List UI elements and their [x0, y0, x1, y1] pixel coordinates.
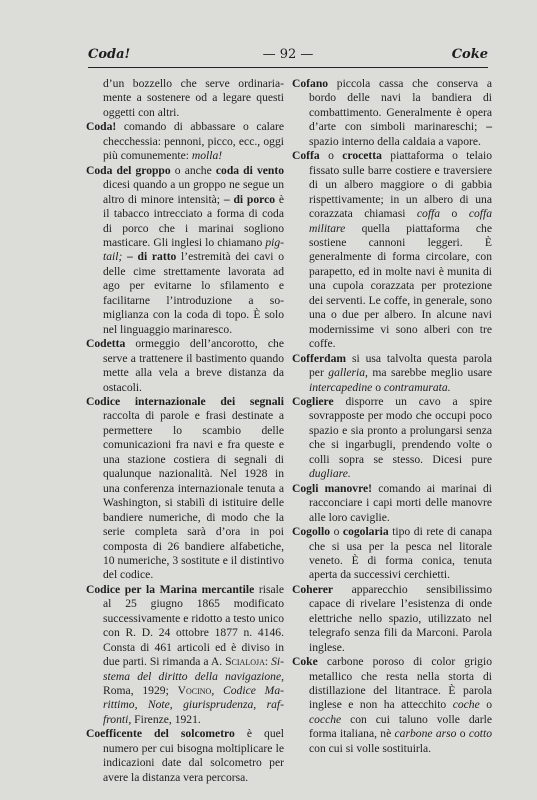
dictionary-entry [292, 395, 492, 482]
entry-text: con cui si volle sostituirla. [309, 741, 432, 755]
entry-text: quella piattaforma che sostiene cannoni leggeri. È generalmente di forma circolare, con parapetto, ed in molte navi è munita di una cupola corazzata per protezione dei serventi. Le coffe, in generale, sono una o due per albero. In alcune navi modernissime vi sono alberi con tre coffe. [309, 221, 492, 351]
entry-text: o [319, 149, 343, 163]
italic-text: pig-tail; [103, 235, 284, 264]
entry-text: o [372, 380, 384, 394]
entry-text: dicesi quando a un groppo ne segue un altro di minore intensità; [103, 178, 284, 206]
entry-text: : [264, 655, 272, 669]
entry-term: ‒ di ratto [127, 250, 177, 264]
dictionary-entry [86, 164, 284, 337]
entry-text: risale al 25 giugno 1865 modificato successivamente e ridotto a testo unico con R. D. 24 ottobre 1877 n. 4146. Consta di 461 articoli ed è diviso in due parti. Si rimanda a A. [103, 582, 284, 669]
entry-text: comando ai marinai di racconciare i capi morti delle manovre alle loro caviglie. [309, 481, 493, 524]
entry-text: ormeggio dell’ancorotto, che serve a trattenere il bastimento quando mette alla vela a breve distanza da ostacoli. [103, 337, 284, 394]
italic-text: molla! [191, 149, 223, 163]
header-rule [88, 67, 488, 68]
entry-text: o [440, 207, 469, 221]
entry-text: è il tabacco intrecciato a forma di coda di porco che i marinai sogliono masticare. Gli inglesi lo chiamano [103, 192, 285, 249]
entry-text: comando di abbassare o calare checchessia: pennoni, picco, ecc., oggi più comunemente: [103, 120, 284, 163]
entry-term: Coffa [292, 149, 320, 163]
entry-term: Codice internazionale dei segnali [86, 394, 284, 408]
entry-term: ‒ [486, 120, 492, 134]
entry-text: piattaforma o telaio fissato sulle barre costiere e traversiere di un albero maggiore o di gabbia rispettivamente; in un albero di una corazzata chiamasi [309, 149, 493, 221]
left-column [86, 77, 284, 785]
header-last-term: Coke [451, 47, 488, 62]
italic-text: Sistema del diritto della navigazione, [103, 655, 284, 683]
italic-text: intercapedine [309, 380, 373, 394]
entry-term: Cogollo [292, 525, 331, 539]
entry-text: raccolta di parole e frasi destinate a permettere lo scambio delle comunicazioni fra navi e fra queste e una stazione costiera di segnali di qualunque nazionalità. Nel 1928 in una conferenza internazionale tenuta a Washington, si stabilì di istituire delle bandiere numeriche, di modo che la serie completa sarà d’ora in poi composta di 26 bandiere alfabetiche, 10 numeriche, 3 sostitute e il distintivo del codice. [103, 409, 284, 582]
italic-text: Codice Marittimo, Note, giurisprudenza, raffronti, [103, 684, 284, 726]
entry-term: coda di vento [215, 163, 285, 177]
entry-term: Coefficente del solcometro [86, 727, 235, 741]
entry-text: disporre un cavo a spire sovrapposte per modo che occupi poco spazio e sia pronto a prolungarsi senza che si ingarbugli, prendendo volte o colli sopra se stesso. Dicesi pure [309, 394, 492, 466]
dictionary-entry [86, 583, 284, 728]
header-first-term: Coda! [88, 47, 131, 62]
entry-term: ‒ di porco [223, 192, 276, 206]
entry-text: carbone poroso di color grigio metallico che resta nella storta di distillazione del litantrace. È parola inglese e non ha attecchito [309, 655, 492, 712]
entry-term: Coda del groppo [86, 163, 171, 177]
italic-text: coche [452, 698, 480, 712]
entry-term: Codice per la Marina mercantile [86, 582, 255, 596]
dictionary-entry [292, 655, 492, 756]
italic-text: coffa [416, 207, 441, 221]
entry-text: Vocino [177, 684, 212, 698]
dictionary-entry [86, 395, 284, 583]
right-column [292, 77, 492, 756]
dictionary-entry [86, 77, 284, 120]
entry-text: o [456, 727, 469, 741]
entry-text: o anche [170, 163, 216, 177]
entry-text: Firenze, 1921. [131, 712, 201, 726]
entry-term: cogolaria [342, 525, 389, 539]
italic-text: cotto [468, 727, 493, 741]
entry-text: l’estremità dei cavi o delle cime strettamente lavorata ad ago per evitarne lo sfilamento e facilitarne l’introduzione a somiglianza con la coda di topo. È solo nel linguaggio marinaresco. [103, 250, 284, 336]
entry-text: con cui taluno volle darle forma italiana, nè [309, 712, 492, 741]
entry-text: si usa talvolta questa parola per [309, 351, 492, 380]
entry-term: Coherer [292, 582, 333, 596]
entry-text: è quel numero per cui bisogna moltiplicare le indicazioni date dal solcometro per avere la distanza vera percorsa. [103, 727, 284, 784]
entry-text: d’un bozzello che serve ordinariamente a sostenere od a legare questi oggetti con altri. [103, 77, 284, 119]
entry-term: Coke [292, 655, 318, 669]
entry-term: crocetta [342, 149, 382, 163]
running-header [88, 46, 488, 64]
entry-term: Cofano [292, 77, 329, 90]
dictionary-entry [86, 120, 284, 163]
entry-text: piccola cassa che conserva a bordo delle navi la bandiera di combattimento. Generalmente è opera d’arte con simboli marinareschi; [309, 77, 492, 134]
dictionary-entry [292, 525, 492, 583]
entry-term: Codetta [86, 337, 126, 351]
entry-text: spazio interno della caldaia a vapore. [309, 134, 481, 148]
italic-text: contramurata. [383, 380, 451, 394]
dictionary-entry [292, 149, 492, 351]
entry-term: Cogliere [292, 394, 334, 408]
italic-text: galleria, [328, 366, 368, 380]
dictionary-entry [292, 482, 492, 525]
dictionary-entry [292, 583, 492, 655]
entry-text: o [330, 525, 343, 539]
entry-term: Cogli manovre! [292, 481, 373, 495]
dictionary-entry [292, 77, 492, 149]
entry-text: Scialoja [225, 655, 265, 669]
dictionary-entry [292, 352, 492, 395]
italic-text: dugliare. [309, 467, 351, 481]
entry-term: Cofferdam [292, 351, 347, 365]
dictionary-entry [86, 727, 284, 785]
entry-text: ma sarebbe meglio usare [367, 366, 493, 380]
entry-text: , [211, 684, 224, 698]
dictionary-entry [86, 337, 284, 395]
italic-text: coffa militare [309, 207, 492, 235]
italic-text: cocche [309, 712, 342, 726]
entry-text: Roma, 1929; [103, 684, 178, 698]
entry-text: apparecchio sensibilissimo capace di rivelare l’esistenza di onde elettriche nello spazio, utilizzato nel telegrafo senza fili da Marconi. Parola inglese. [309, 582, 492, 654]
entry-term: Coda! [86, 120, 117, 134]
page-number: — 92 — [262, 47, 314, 62]
entry-text: tipo di rete di canapa che si usa per la pesca nel litorale veneto. È di forma conica, tenuta aperta da successivi cerchietti. [309, 525, 493, 582]
entry-text: o [479, 698, 492, 712]
italic-text: carbone arso [394, 727, 457, 741]
